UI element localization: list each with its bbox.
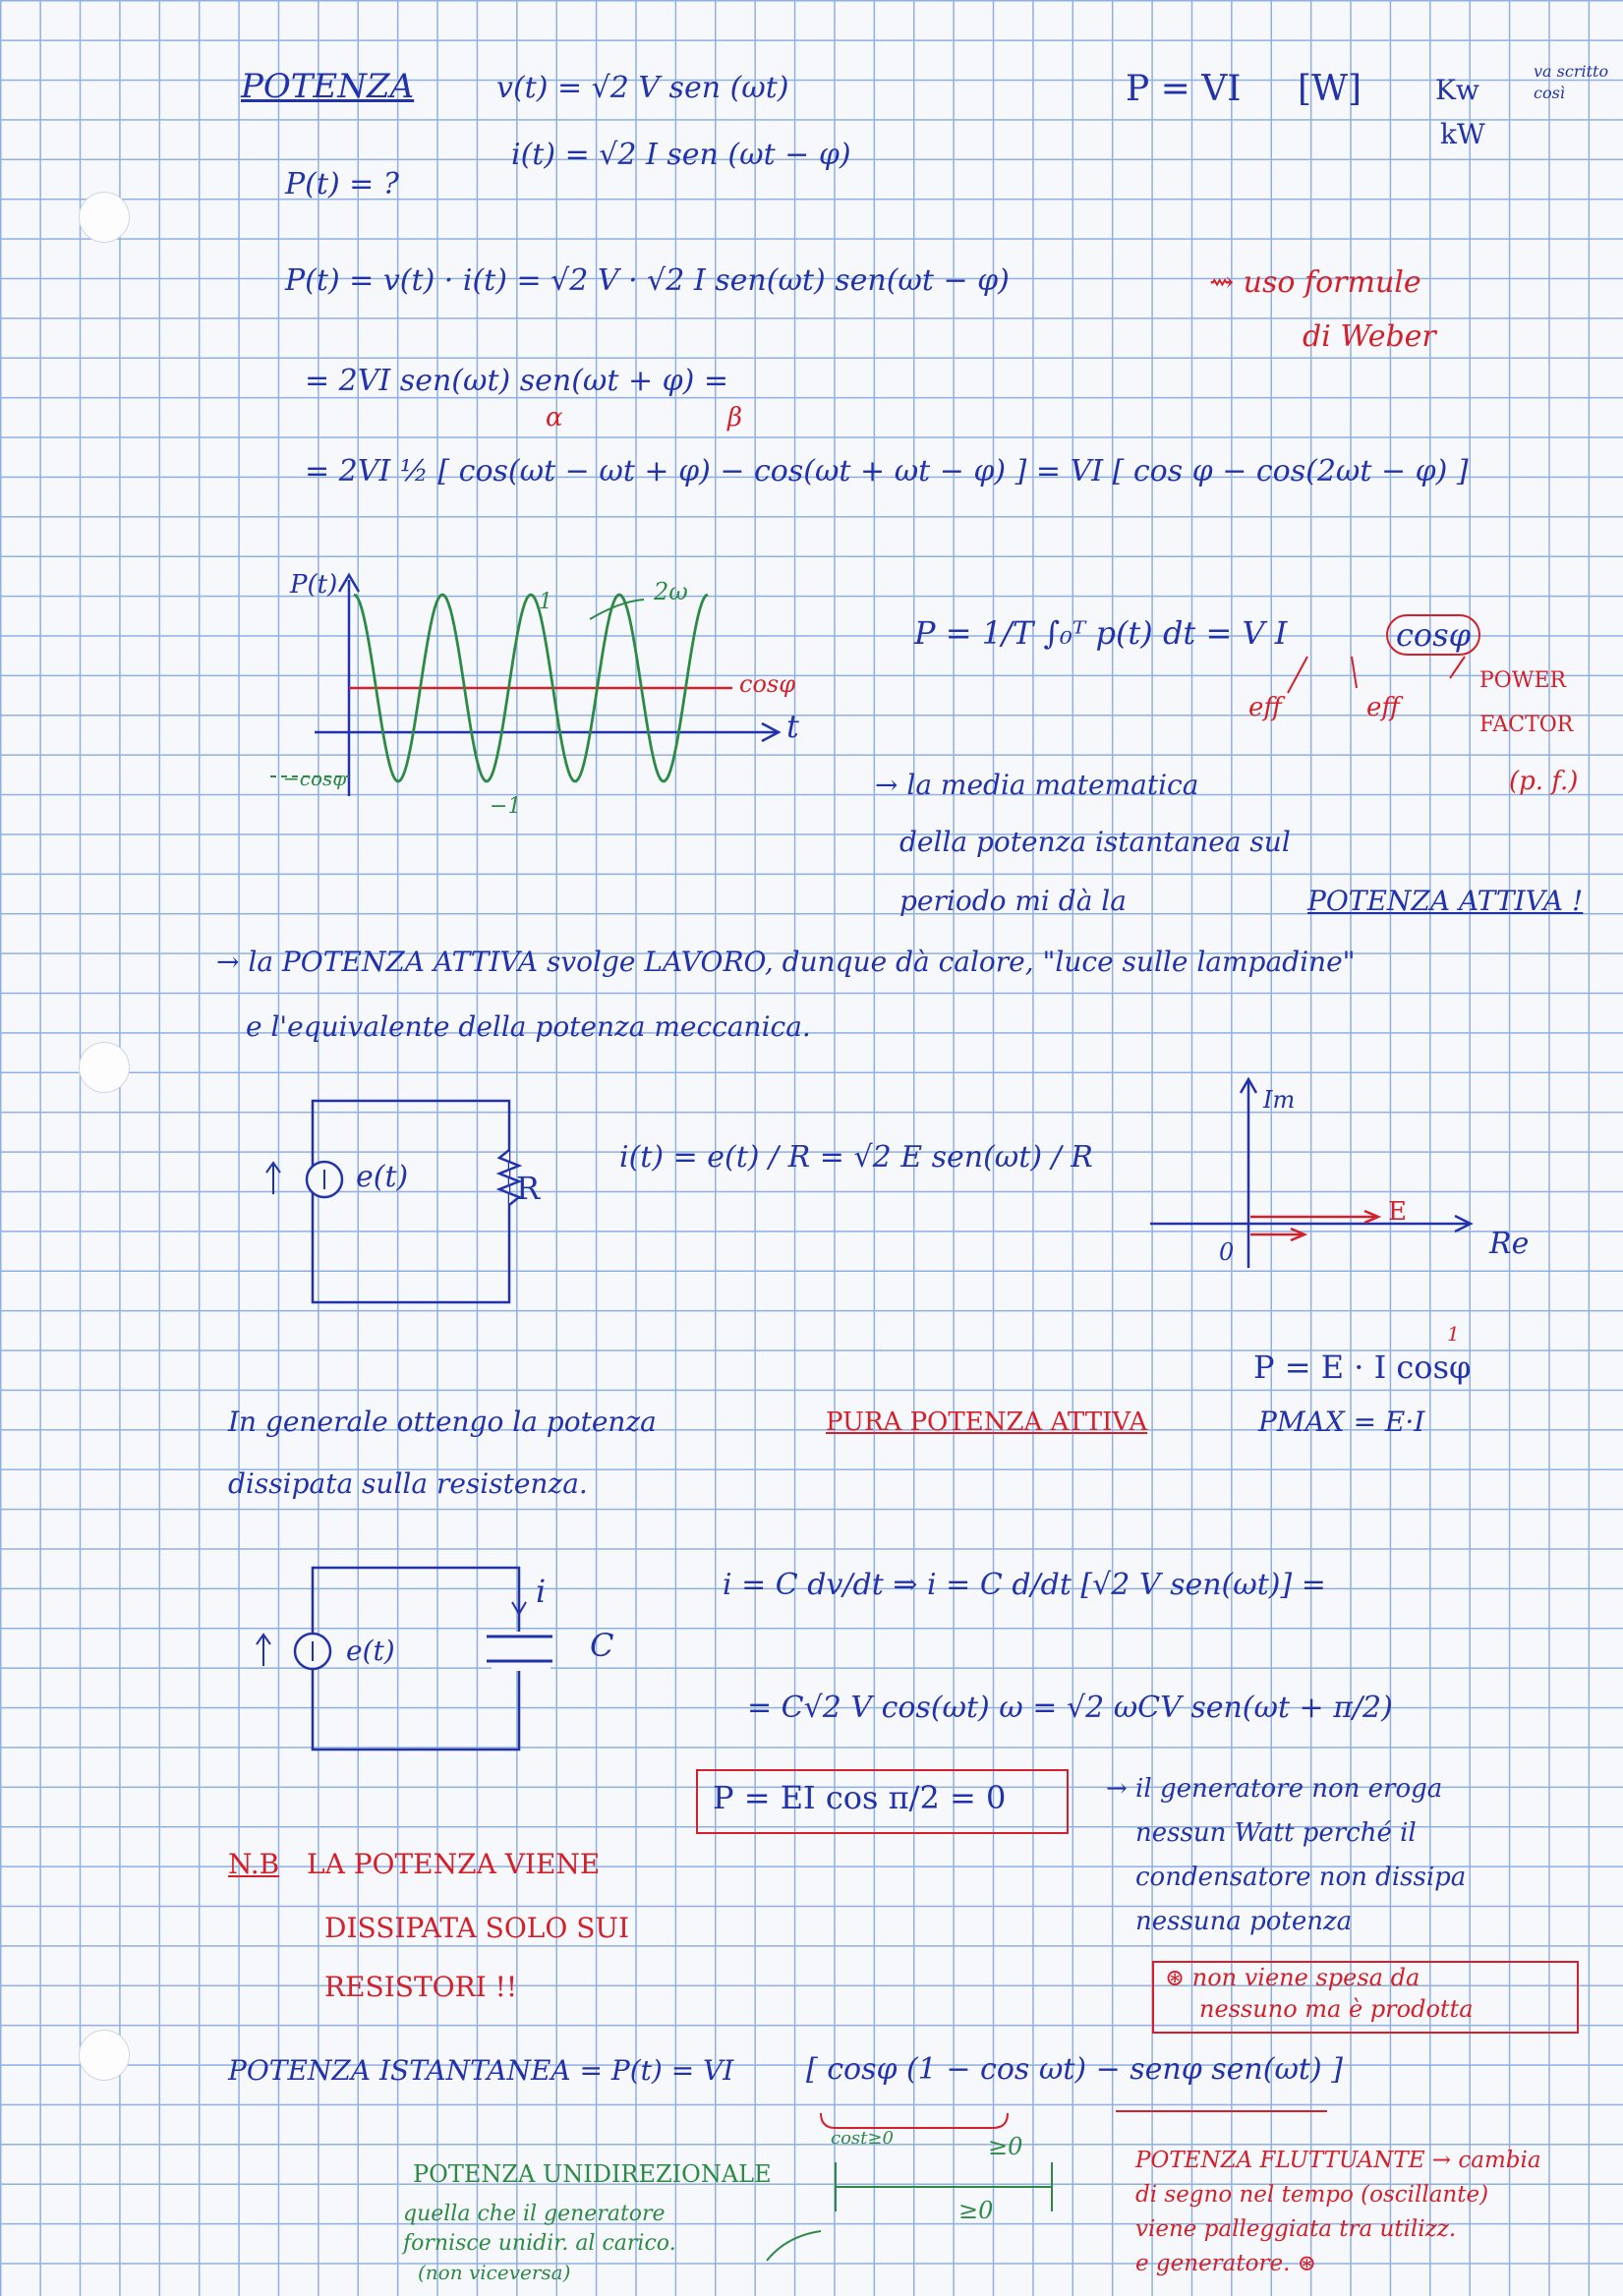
star-note-2: nessuno ma è prodotta <box>1199 1995 1474 2023</box>
fluct-line-3: e generatore. ⊛ <box>1135 2251 1316 2276</box>
resistor-power-one: 1 <box>1447 1322 1460 1346</box>
graph-xlabel: t <box>786 708 799 745</box>
resistor-source-label: e(t) <box>356 1160 409 1194</box>
neg-one-label: −1 <box>490 794 522 819</box>
dissipated-note: dissipata sulla resistenza. <box>228 1467 588 1500</box>
eff-label-1: eff <box>1248 693 1282 722</box>
power-formula: P = VI <box>1126 69 1242 109</box>
active-power-term: POTENZA ATTIVA ! <box>1307 885 1584 917</box>
voltage-equation: v(t) = √2 V sen (ωt) <box>496 71 789 105</box>
nb-line-1: LA POTENZA VIENE <box>307 1848 601 1880</box>
power-factor-label-1: POWER <box>1479 668 1567 693</box>
phasor-re-label: Re <box>1489 1227 1530 1261</box>
power-question: P(t) = ? <box>285 167 399 201</box>
ohm-law-equation: i(t) = e(t) / R = √2 E sen(ωt) / R <box>619 1140 1093 1175</box>
const-label: cost≥0 <box>831 2128 894 2149</box>
resistor-power-eq: P = E · I cosφ <box>1253 1349 1472 1386</box>
power-factor-circled: cosφ <box>1386 614 1480 656</box>
active-note-2: e l'equivalente della potenza meccanica. <box>246 1010 811 1043</box>
capacitor-note-3: condensatore non dissipa <box>1135 1863 1467 1892</box>
phasor-origin: 0 <box>1219 1238 1235 1266</box>
capacitor-note-4: nessuna potenza <box>1135 1907 1353 1936</box>
gt-zero-a: ≥0 <box>988 2133 1023 2160</box>
power-factor-label-2: FACTOR <box>1479 713 1574 737</box>
graph-ylabel: P(t) <box>290 570 338 600</box>
eff-label-2: eff <box>1366 693 1400 722</box>
nb-line-3: RESISTORI !! <box>324 1971 518 2003</box>
uni-line-1: quella che il generatore <box>403 2202 666 2226</box>
omega-label: 2ω <box>654 578 688 605</box>
uni-line-3: (non viceversa) <box>418 2261 571 2284</box>
cos-level-label: cosφ <box>739 670 796 698</box>
current-equation: i(t) = √2 I sen (ωt − φ) <box>511 138 851 172</box>
weber-note: ⇝ uso formule <box>1209 265 1421 300</box>
unit-kw-right: kW <box>1440 118 1485 150</box>
capacitor-current-label: i <box>536 1573 547 1610</box>
mean-desc-1: → la media matematica <box>875 769 1199 801</box>
pmax-eq: PMAX = E·I <box>1258 1406 1425 1438</box>
beta-label: β <box>727 403 743 432</box>
capacitor-note-2: nessun Watt perché il <box>1135 1818 1417 1848</box>
resistor-label: R <box>516 1170 541 1207</box>
fluct-line-1: di segno nel tempo (oscillante) <box>1135 2182 1489 2208</box>
neg-cos-label: −cosφ <box>283 767 347 790</box>
mean-power-formula: P = 1/T ∫₀ᵀ p(t) dt = V I <box>914 614 1288 652</box>
derivation-line-1: P(t) = v(t) · i(t) = √2 V · √2 I sen(ωt) sen(ωt − φ) <box>285 263 1010 298</box>
mean-desc-2: della potenza istantanea sul <box>899 826 1291 858</box>
alpha-label: α <box>546 403 563 432</box>
unit-kw-wrong: Kw <box>1435 74 1479 106</box>
nb-title: N.B <box>228 1848 280 1880</box>
power-unit: [W] <box>1298 69 1362 109</box>
general-note: In generale ottengo la potenza <box>228 1406 657 1438</box>
fluct-title: POTENZA FLUTTUANTE → cambia <box>1135 2148 1541 2173</box>
phasor-im-label: Im <box>1263 1086 1296 1114</box>
capacitor-c-label: C <box>590 1627 614 1664</box>
nb-line-2: DISSIPATA SOLO SUI <box>324 1912 630 1944</box>
uni-line-2: fornisce unidir. al carico. <box>403 2231 676 2256</box>
page-title: POTENZA <box>241 67 415 106</box>
capacitor-eq-1: i = C dv/dt ⇒ i = C d/dt [√2 V sen(ωt)] = <box>723 1568 1326 1602</box>
unit-note: va scritto così <box>1534 62 1609 102</box>
pf-abbr: (p. f.) <box>1509 767 1579 796</box>
pure-active-power: PURA POTENZA ATTIVA <box>826 1407 1148 1437</box>
mean-desc-3: periodo mi dà la <box>899 885 1127 917</box>
derivation-line-2: = 2VI sen(ωt) sen(ωt + φ) = <box>305 364 729 398</box>
active-note-1: → la POTENZA ATTIVA svolge LAVORO, dunque dà calore, "luce sulle lampadine" <box>216 946 1356 978</box>
star-note-1: ⊛ non viene spesa da <box>1165 1964 1420 1991</box>
weber-note-2: di Weber <box>1303 319 1436 354</box>
capacitor-power-eq: P = EI cos π/2 = 0 <box>713 1779 1007 1816</box>
derivation-line-3: = 2VI ½ [ cos(ωt − ωt + φ) − cos(ωt + ωt − φ) ] = VI [ cos φ − cos(2ωt − φ) ] <box>305 454 1469 488</box>
uni-title: POTENZA UNIDIREZIONALE <box>413 2160 772 2188</box>
peak-one-label: 1 <box>539 590 552 614</box>
instant-power-label: POTENZA ISTANTANEA = P(t) = VI <box>228 2054 734 2087</box>
capacitor-note-1: → il generatore non eroga <box>1106 1774 1443 1804</box>
capacitor-source-label: e(t) <box>346 1635 395 1667</box>
fluct-line-2: viene palleggiata tra utilizz. <box>1135 2216 1457 2242</box>
instant-power-formula: [ cosφ (1 − cos ωt) − senφ sen(ωt) ] <box>806 2052 1343 2087</box>
phasor-e-label: E <box>1388 1197 1407 1227</box>
gt-zero-b: ≥0 <box>958 2197 994 2224</box>
capacitor-eq-2: = C√2 V cos(ωt) ω = √2 ωCV sen(ωt + π/2) <box>747 1691 1393 1725</box>
